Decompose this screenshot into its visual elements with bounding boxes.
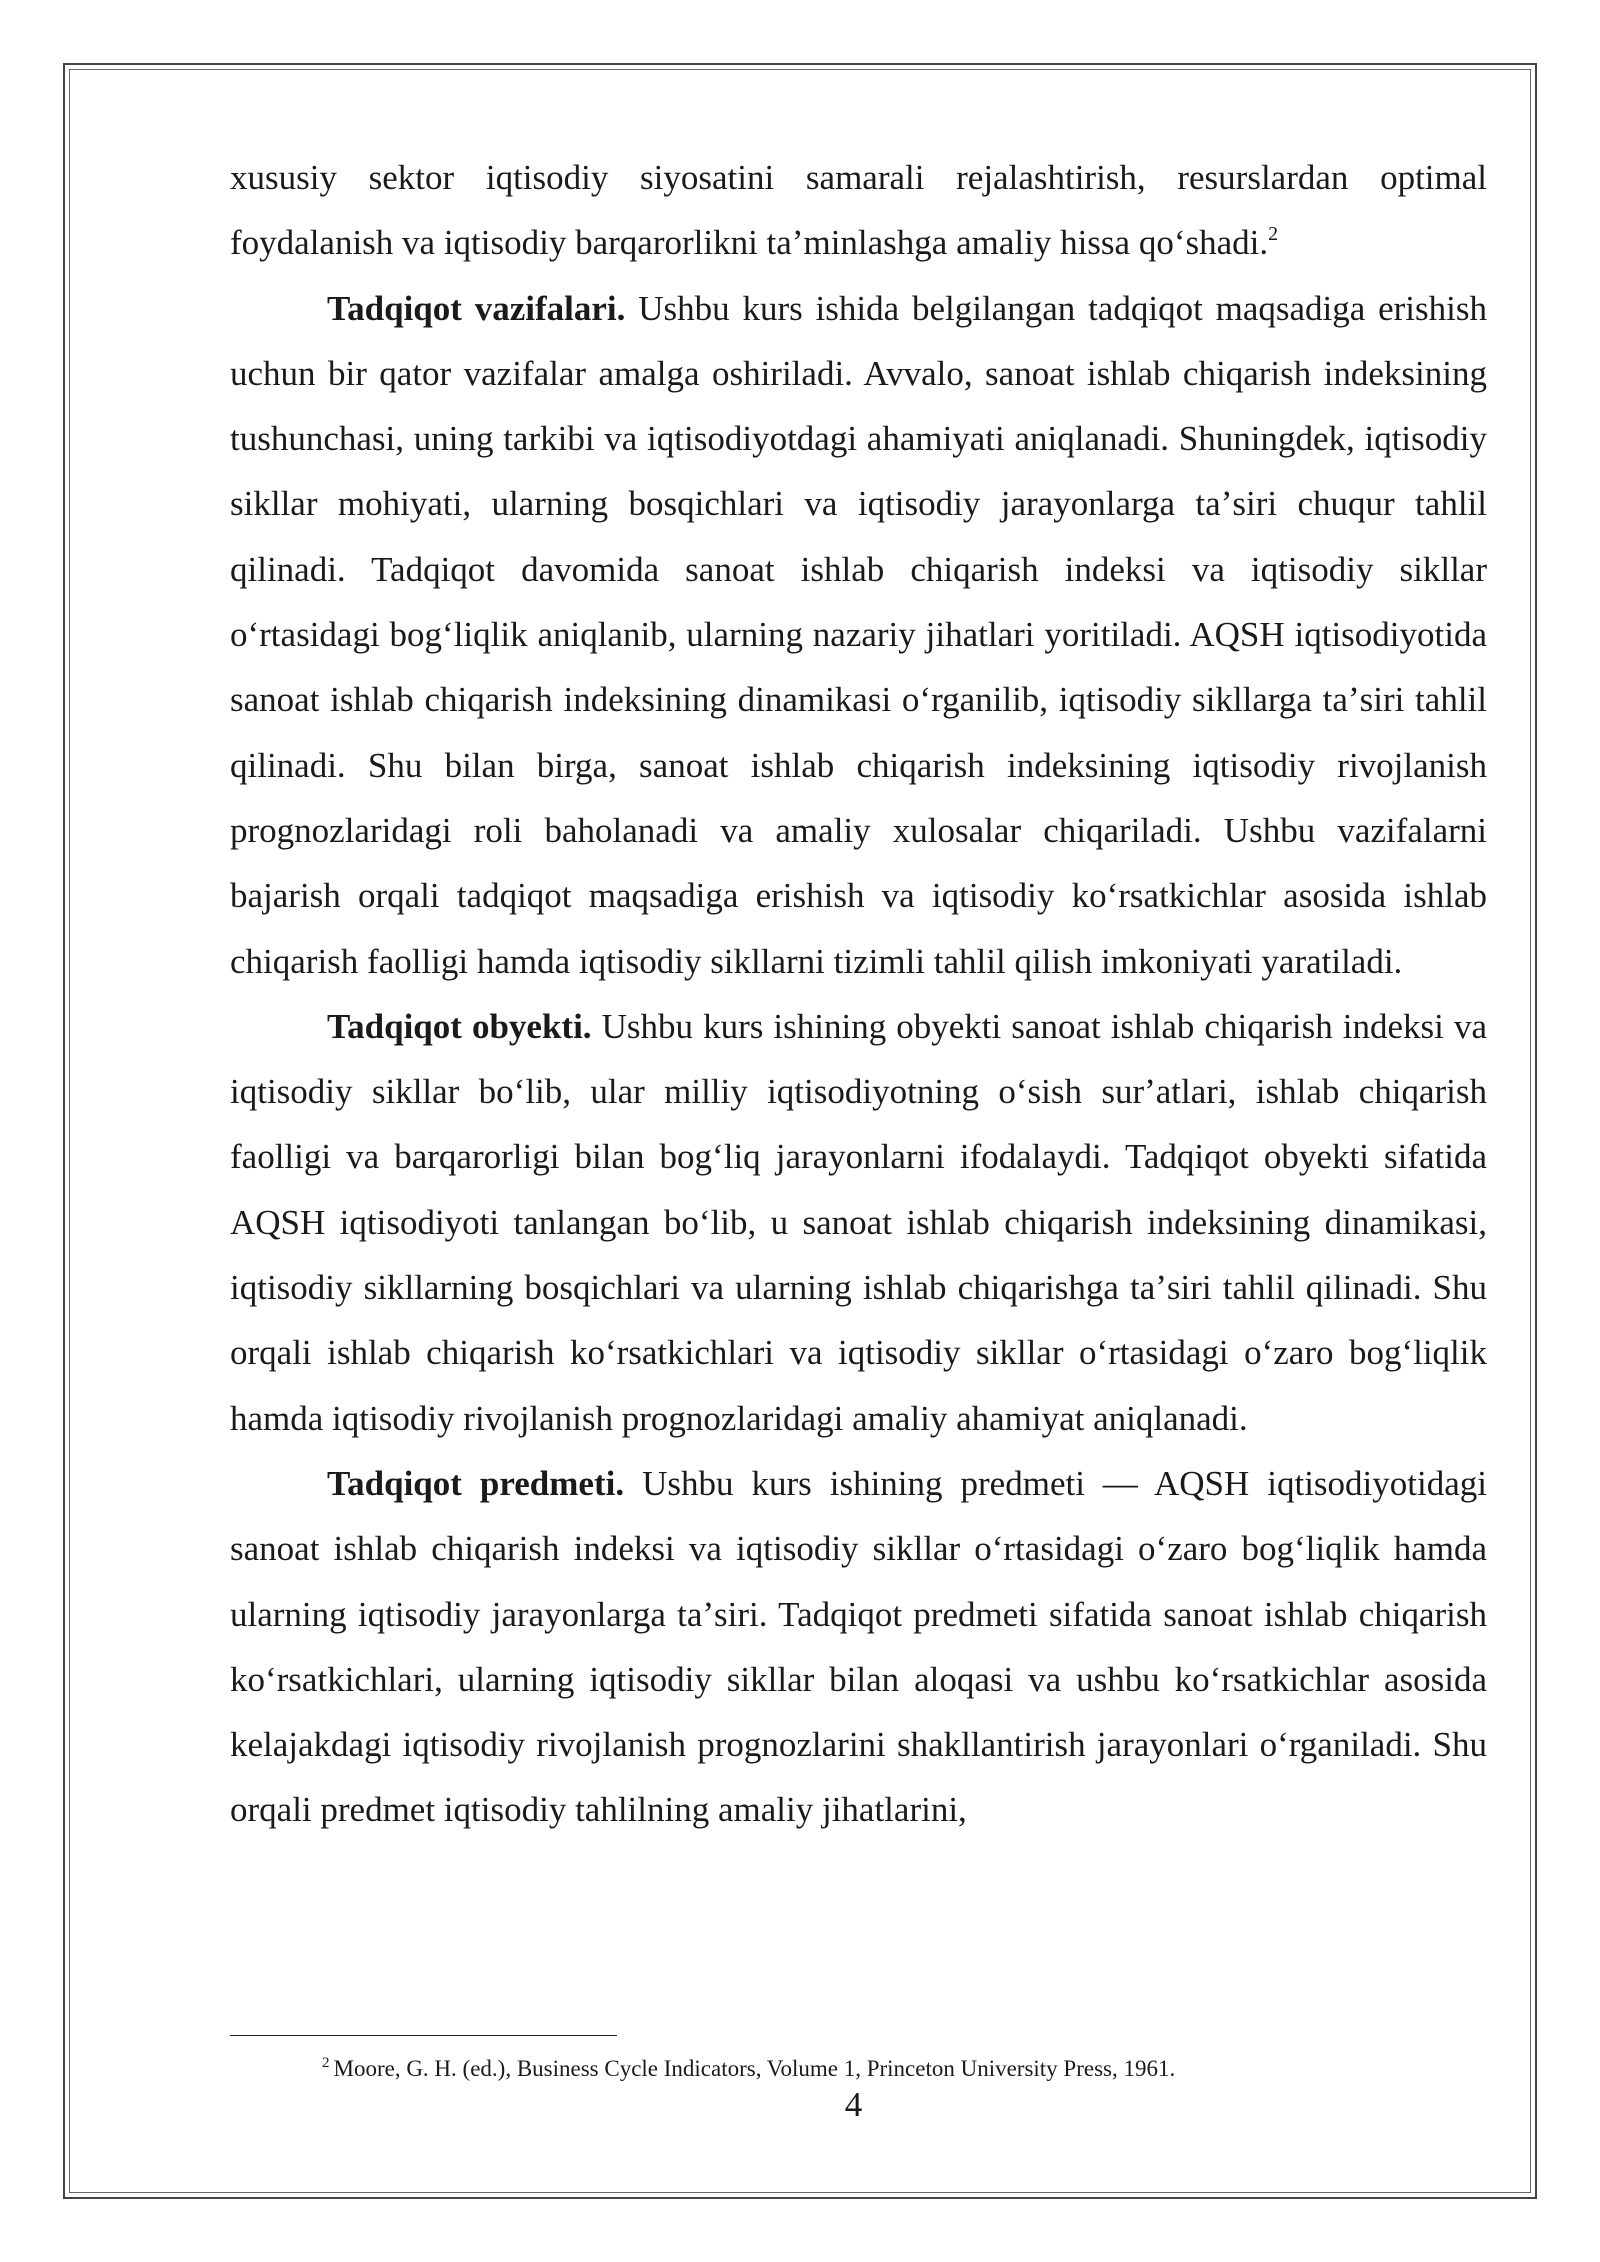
page-number: 4: [844, 2085, 863, 2124]
intro-paragraph: [230, 145, 1487, 276]
footnote: [322, 2054, 1482, 2084]
footnote-text: Moore, G. H. (ed.), Business Cycle Indicators, Volume 1, Princeton University Press, 1961.: [333, 2056, 1176, 2081]
footnote-reference[interactable]: 2: [1268, 222, 1279, 245]
section-body: Ushbu kurs ishining obyekti sanoat ishlab chiqarish indeksi va iqtisodiy sikllar boʻlib, ular milliy iqtisodiyotning oʻsish surʼatlari, ishlab chiqarish faolligi va barqarorligi bilan bogʻliq jarayonlarni ifodalaydi. Tadqiqot obyekti sifatida AQSH iqtisodiyoti tanlangan boʻlib, u sanoat ishlab chiqarish indeksining dinamikasi, iqtisodiy sikllarning bosqichlari va ularning ishlab chiqarishga taʼsiri tahlil qilinadi. Shu orqali ishlab chiqarish koʻrsatkichlari va iqtisodiy sikllar oʻrtasidagi oʻzaro bogʻliqlik hamda iqtisodiy rivojlanish prognozlaridagi amaliy ahamiyat aniqlanadi.: [230, 1006, 1487, 1438]
section-body: Ushbu kurs ishida belgilangan tadqiqot maqsadiga erishish uchun bir qator vazifalar amalga oshiriladi. Avvalo, sanoat ishlab chiqarish indeksining tushunchasi, uning tarkibi va iqtisodiyotdagi ahamiyati aniqlanadi. Shuningdek, iqtisodiy sikllar mohiyati, ularning bosqichlari va iqtisodiy jarayonlarga taʼsiri chuqur tahlil qilinadi. Tadqiqot davomida sanoat ishlab chiqarish indeksi va iqtisodiy sikllar oʻrtasidagi bogʻliqlik aniqlanib, ularning nazariy jihatlari yoritiladi. AQSH iqtisodiyotida sanoat ishlab chiqarish indeksining dinamikasi oʻrganilib, iqtisodiy sikllarga taʼsiri tahlil qilinadi. Shu bilan birga, sanoat ishlab chiqarish indeksining iqtisodiy rivojlanish prognozlaridagi roli baholanadi va amaliy xulosalar chiqariladi. Ushbu vazifalarni bajarish orqali tadqiqot maqsadiga erishish va iqtisodiy koʻrsatkichlar asosida ishlab chiqarish faolligi hamda iqtisodiy sikllarni tizimli tahlil qilish imkoniyati yaratiladi.: [230, 288, 1487, 981]
footnote-marker: 2: [322, 2055, 330, 2072]
page-body: [230, 145, 1487, 1843]
section-subject: [230, 1451, 1487, 1843]
section-heading: Tadqiqot predmeti.: [327, 1463, 625, 1503]
section-heading: Tadqiqot vazifalari.: [327, 288, 626, 328]
section-tasks: [230, 276, 1487, 994]
section-object: [230, 994, 1487, 1451]
section-heading: Tadqiqot obyekti.: [327, 1006, 592, 1046]
section-body: Ushbu kurs ishining predmeti — AQSH iqtisodiyotidagi sanoat ishlab chiqarish indeksi va iqtisodiy sikllar oʻrtasidagi oʻzaro bogʻliqlik hamda ularning iqtisodiy jarayonlarga taʼsiri. Tadqiqot predmeti sifatida sanoat ishlab chiqarish koʻrsatkichlari, ularning iqtisodiy sikllar bilan aloqasi va ushbu koʻrsatkichlar asosida kelajakdagi iqtisodiy rivojlanish prognozlarini shakllantirish jarayonlari oʻrganiladi. Shu orqali predmet iqtisodiy tahlilning amaliy jihatlarini,: [230, 1463, 1487, 1830]
intro-paragraph-text: xususiy sektor iqtisodiy siyosatini samarali rejalashtirish, resurslardan optimal foydalanish va iqtisodiy barqarorlikni taʼminlashga amaliy hissa qoʻshadi.: [230, 158, 1487, 263]
footnote-separator: [230, 2035, 617, 2036]
